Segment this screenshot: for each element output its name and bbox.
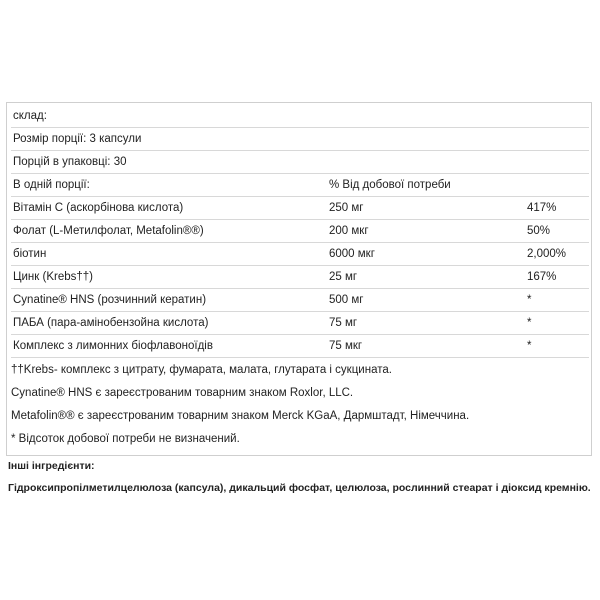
nutrient-amount: 250 мг: [329, 202, 364, 214]
serving-size: Розмір порції: 3 капсули: [13, 133, 142, 145]
servings-per-container-row: [11, 151, 589, 174]
serving-size-row: [11, 128, 589, 151]
footnote-daily-value: * Відсоток добової потреби не визначений.: [11, 433, 240, 445]
nutrient-row: [11, 335, 589, 358]
nutrient-row: [11, 197, 589, 220]
nutrient-row: [11, 312, 589, 335]
column-header-row: [11, 174, 589, 197]
nutrient-name: Фолат (L-Метилфолат, Metafolin®®): [13, 225, 204, 237]
per-serving-header: В одній порції:: [13, 179, 90, 191]
nutrient-amount: 200 мкг: [329, 225, 369, 237]
nutrient-dv: 50%: [527, 225, 551, 237]
nutrient-dv: *: [527, 294, 532, 306]
nutrient-dv: 167%: [527, 271, 557, 283]
nutrient-dv: *: [527, 317, 532, 329]
nutrient-row: [11, 289, 589, 312]
nutrient-amount: 75 мкг: [329, 340, 363, 352]
daily-value-header: % Від добової потреби: [329, 179, 451, 191]
footnote-metafolin: Metafolin®® є зареєстрованим товарним знаком Merck KGaA, Дармштадт, Німеччина.: [11, 410, 470, 422]
table-header-row: [11, 105, 589, 128]
nutrient-name: Вітамін С (аскорбінова кислота): [13, 202, 184, 214]
footnote-cynatine: Cynatine® HNS є зареєстрованим товарним знаком Roxlor, LLC.: [11, 387, 354, 399]
nutrient-row: [11, 243, 589, 266]
nutrient-amount: 6000 мкг: [329, 248, 375, 260]
nutrient-amount: 25 мг: [329, 271, 358, 283]
nutrient-name: Комплекс з лимонних біофлавоноїдів: [13, 340, 213, 352]
nutrient-dv: 2,000%: [527, 248, 567, 260]
footnote-krebs: ††Krebs- комплекс з цитрату, фумарата, малата, глутарата і сукцината.: [11, 364, 392, 376]
nutrient-dv: *: [527, 340, 532, 352]
nutrient-row: [11, 220, 589, 243]
nutrient-name: Cynatine® HNS (розчинний кератин): [13, 294, 207, 306]
supplement-facts-table: [6, 102, 592, 456]
nutrient-row: [11, 266, 589, 289]
nutrient-name: Цинк (Krebs††): [13, 271, 94, 283]
nutrient-amount: 75 мг: [329, 317, 358, 329]
nutrient-amount: 500 мг: [329, 294, 364, 306]
nutrient-name: біотин: [13, 248, 47, 260]
composition-label: склад:: [13, 110, 47, 122]
servings-per-container: Порцій в упаковці: 30: [13, 156, 127, 168]
nutrient-name: ПАБА (пара-амінобензойна кислота): [13, 317, 209, 329]
nutrient-dv: 417%: [527, 202, 557, 214]
other-ingredients-text: Гідроксипропілметилцелюлоза (капсула), дикальций фосфат, целюлоза, рослинний стеарат і діоксид кремнію.: [8, 482, 591, 494]
other-ingredients-title: Інші інгредієнти:: [8, 460, 95, 472]
